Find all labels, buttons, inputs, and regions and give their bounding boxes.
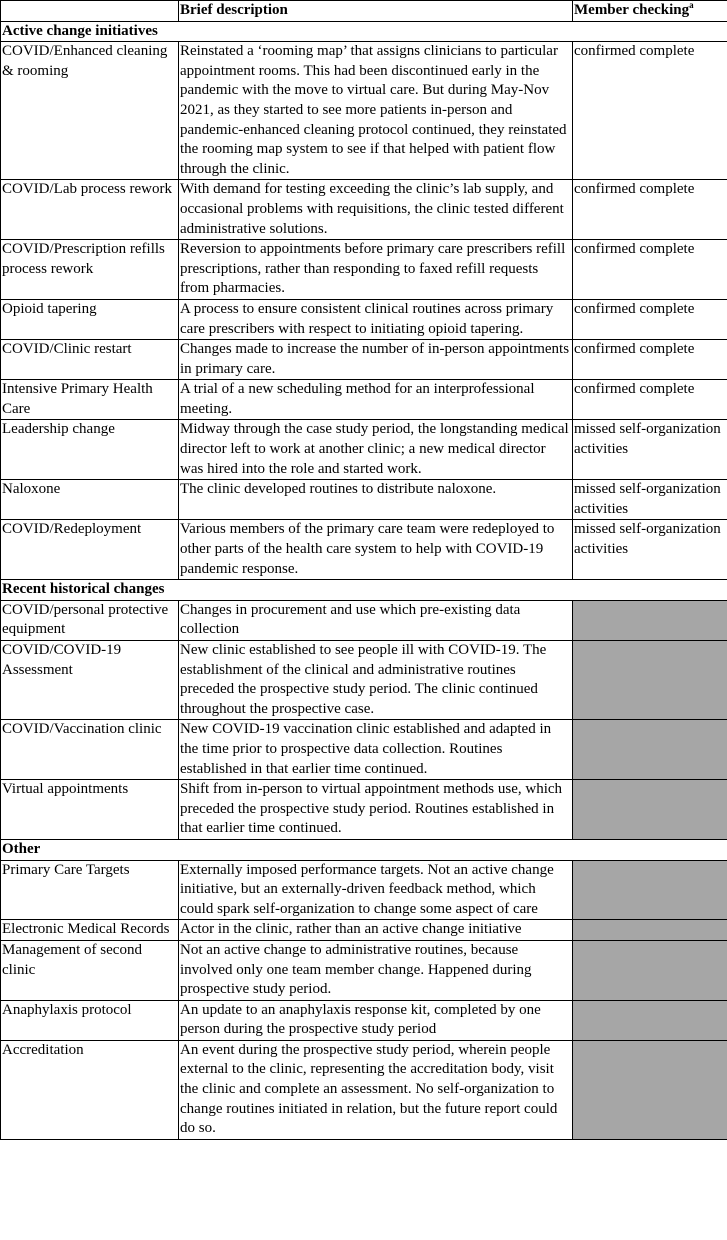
member-checking-status <box>573 720 727 780</box>
section-row <box>1 839 727 860</box>
table-row <box>1 380 727 420</box>
member-checking-status: confirmed complete <box>573 42 727 180</box>
member-checking-status <box>573 641 727 720</box>
initiative-description: Changes in procurement and use which pre-existing data collection <box>179 600 573 640</box>
header-row <box>1 1 727 22</box>
table-row <box>1 299 727 339</box>
initiative-description: The clinic developed routines to distribute naloxone. <box>179 480 573 520</box>
initiative-description: Shift from in-person to virtual appointment methods use, which preceded the prospective study period. Routines established in that earlier time continued. <box>179 780 573 840</box>
header-member-checking <box>573 1 727 22</box>
initiative-description: Reversion to appointments before primary care prescribers refill prescriptions, rather than responding to faxed refill requests from pharmacies. <box>179 240 573 300</box>
initiative-name: Virtual appointments <box>1 780 179 840</box>
table-row <box>1 920 727 941</box>
initiative-description: Externally imposed performance targets. Not an active change initiative, but an externally-driven feedback method, which could spark self-organization to change some aspect of care <box>179 860 573 920</box>
member-checking-status: missed self-organization activities <box>573 420 727 480</box>
initiative-name: COVID/Lab process rework <box>1 180 179 240</box>
initiative-description: A process to ensure consistent clinical routines across primary care prescribers with respect to initiating opioid tapering. <box>179 299 573 339</box>
table-row <box>1 240 727 300</box>
initiative-description: With demand for testing exceeding the clinic’s lab supply, and occasional problems with requisitions, the clinic tested different administrative solutions. <box>179 180 573 240</box>
member-checking-status <box>573 600 727 640</box>
initiative-name: COVID/Enhanced cleaning & rooming <box>1 42 179 180</box>
header-member-checking-label: Member checking <box>574 2 690 18</box>
initiative-description: Actor in the clinic, rather than an active change initiative <box>179 920 573 941</box>
initiative-description: Not an active change to administrative routines, because involved only one team member change. Happened during prospective study period. <box>179 940 573 1000</box>
initiative-name: Opioid tapering <box>1 299 179 339</box>
member-checking-status: confirmed complete <box>573 240 727 300</box>
initiative-name: Primary Care Targets <box>1 860 179 920</box>
initiative-description: An update to an anaphylaxis response kit, completed by one person during the prospective study period <box>179 1000 573 1040</box>
initiative-description: Midway through the case study period, the longstanding medical director left to work at another clinic; a new medical director was hired into the role and started work. <box>179 420 573 480</box>
header-description: Brief description <box>179 1 573 22</box>
table-row <box>1 1040 727 1139</box>
initiative-name: Accreditation <box>1 1040 179 1139</box>
table-row <box>1 420 727 480</box>
initiative-name: COVID/COVID-19 Assessment <box>1 641 179 720</box>
member-checking-status <box>573 860 727 920</box>
initiative-description: Changes made to increase the number of in-person appointments in primary care. <box>179 340 573 380</box>
initiative-name: Electronic Medical Records <box>1 920 179 941</box>
table-row <box>1 42 727 180</box>
section-row <box>1 580 727 601</box>
initiative-description: A trial of a new scheduling method for an interprofessional meeting. <box>179 380 573 420</box>
table-row <box>1 180 727 240</box>
member-checking-status: confirmed complete <box>573 340 727 380</box>
header-name <box>1 1 179 22</box>
member-checking-status: missed self-organization activities <box>573 480 727 520</box>
table-row <box>1 480 727 520</box>
initiative-name: COVID/Prescription refills process rework <box>1 240 179 300</box>
table-row <box>1 720 727 780</box>
table-row <box>1 641 727 720</box>
initiative-description: New clinic established to see people ill with COVID-19. The establishment of the clinical and administrative routines preceded the prospective study period. The clinic continued throughout the prospective case. <box>179 641 573 720</box>
section-row <box>1 21 727 42</box>
initiative-name: Intensive Primary Health Care <box>1 380 179 420</box>
member-checking-status <box>573 920 727 941</box>
initiative-name: Anaphylaxis protocol <box>1 1000 179 1040</box>
initiative-description: Reinstated a ‘rooming map’ that assigns clinicians to particular appointment rooms. This had been discontinued early in the pandemic with the move to virtual care. But during May-Nov 2021, as they started to see more patients in-person and pandemic-enhanced cleaning protocol continued, they reinstated the rooming map system to see if that helped with patient flow through the clinic. <box>179 42 573 180</box>
member-checking-status: confirmed complete <box>573 380 727 420</box>
member-checking-status <box>573 940 727 1000</box>
section-title: Active change initiatives <box>1 21 727 42</box>
member-checking-status <box>573 1040 727 1139</box>
member-checking-status <box>573 1000 727 1040</box>
table-row <box>1 940 727 1000</box>
initiative-name: Management of second clinic <box>1 940 179 1000</box>
table-body <box>1 21 727 1139</box>
member-checking-status <box>573 780 727 840</box>
initiative-name: COVID/personal protective equipment <box>1 600 179 640</box>
table-row <box>1 1000 727 1040</box>
initiative-name: COVID/Vaccination clinic <box>1 720 179 780</box>
header-footnote-marker: a <box>689 0 694 10</box>
section-title: Recent historical changes <box>1 580 727 601</box>
initiative-description: Various members of the primary care team were redeployed to other parts of the health care system to help with COVID-19 pandemic response. <box>179 520 573 580</box>
initiative-name: COVID/Redeployment <box>1 520 179 580</box>
section-title: Other <box>1 839 727 860</box>
initiative-description: An event during the prospective study period, wherein people external to the clinic, representing the accreditation body, visit the clinic and complete an assessment. No self-organization to change routines initiated in relation, but the future report could do so. <box>179 1040 573 1139</box>
table-row <box>1 340 727 380</box>
initiative-name: Naloxone <box>1 480 179 520</box>
initiative-description: New COVID-19 vaccination clinic established and adapted in the time prior to prospective data collection. Routines established in that earlier time continued. <box>179 720 573 780</box>
table-row <box>1 780 727 840</box>
member-checking-status: missed self-organization activities <box>573 520 727 580</box>
table-row <box>1 520 727 580</box>
member-checking-status: confirmed complete <box>573 180 727 240</box>
table-row <box>1 860 727 920</box>
member-checking-status: confirmed complete <box>573 299 727 339</box>
initiative-name: COVID/Clinic restart <box>1 340 179 380</box>
initiative-name: Leadership change <box>1 420 179 480</box>
table-row <box>1 600 727 640</box>
